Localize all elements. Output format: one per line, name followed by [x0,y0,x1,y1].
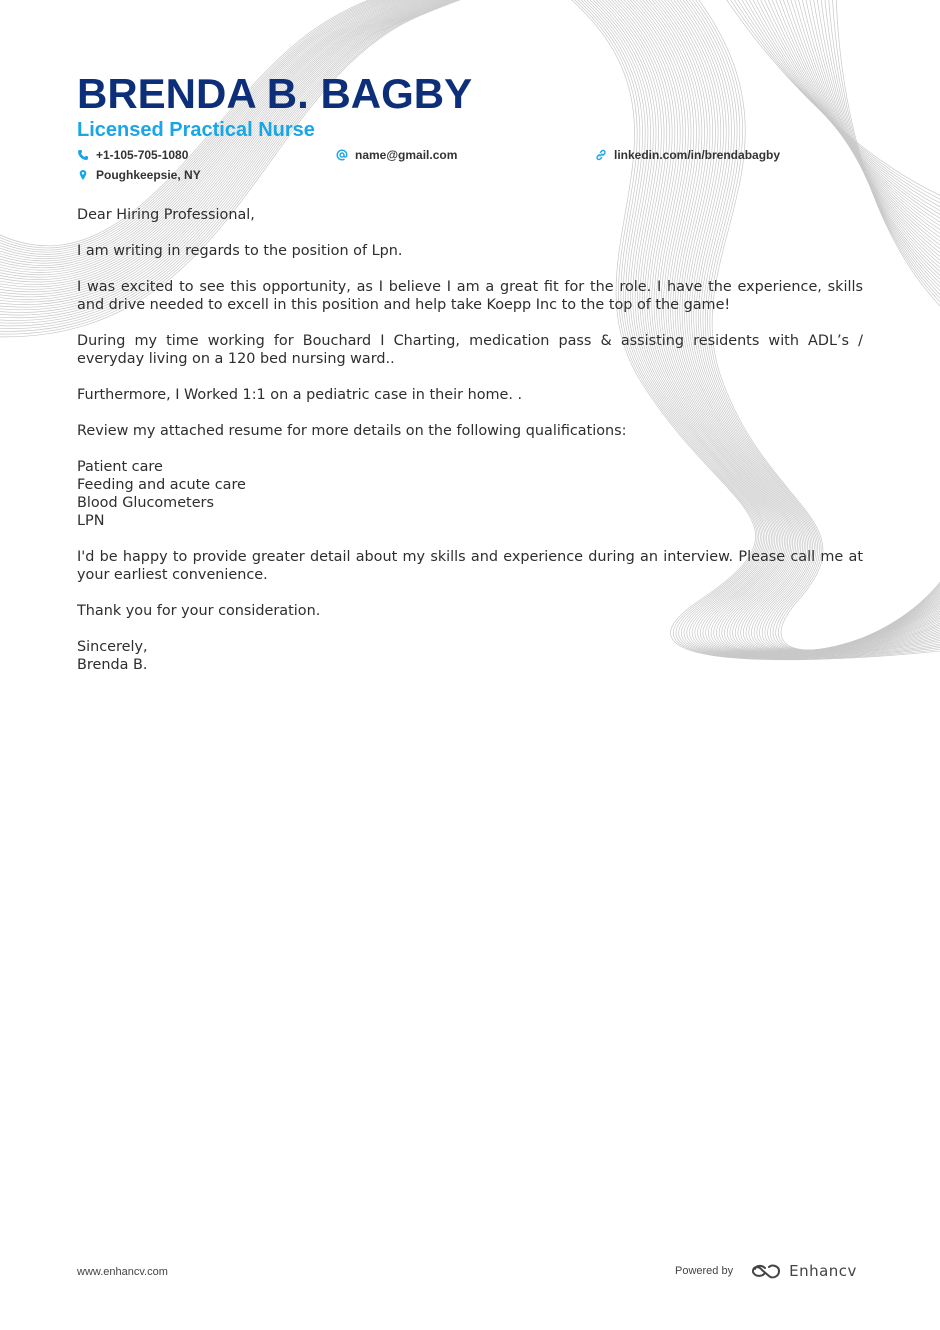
greeting: Dear Hiring Professional, [77,207,255,223]
list-item: Patient care [77,459,163,475]
enhancv-logo-icon [751,1262,783,1280]
closing: Sincerely, [77,639,148,655]
signature-block [77,638,863,674]
paragraph-position: I am writing in regards to the position of Lpn. [77,243,403,259]
paragraph-pediatric: Furthermore, I Worked 1:1 on a pediatric case in their home. . [77,387,523,403]
phone-number: +1-105-705-1080 [96,148,189,162]
phone-contact[interactable] [77,148,188,162]
wave-line [720,0,940,200]
qualifications-list [77,458,863,530]
signature-name: Brenda B. [77,657,148,673]
at-icon [336,149,349,162]
paragraph-interview: I'd be happy to provide greater detail about my skills and experience during an interview. Please call me at your earliest convenience. [77,549,863,583]
list-item: LPN [77,513,105,529]
linkedin-contact[interactable] [595,148,780,162]
location-pin-icon [77,169,90,182]
paragraph-qualifications-intro: Review my attached resume for more details on the following qualifications: [77,423,627,439]
paragraph-excitement: I was excited to see this opportunity, as I believe I am a great fit for the role. I have the experience, skills and drive needed to excell in this position and help take Koepp Inc to the top of the game! [77,279,863,313]
letter-body [77,206,863,674]
candidate-name: BRENDA B. BAGBY [77,70,473,117]
wave-line [736,0,940,216]
phone-icon [77,149,90,162]
wave-line [740,0,940,220]
job-title: Licensed Practical Nurse [77,119,315,141]
footer-powered-by[interactable] [675,1262,857,1280]
link-icon [595,149,608,162]
footer-website-link[interactable]: www.enhancv.com [77,1266,168,1278]
wave-line [748,0,940,228]
powered-by-label: Powered by [675,1265,734,1277]
email-address: name@gmail.com [355,148,458,162]
brand-name: Enhancv [789,1262,857,1280]
enhancv-brand [751,1262,857,1280]
email-contact[interactable] [336,148,457,162]
paragraph-thanks: Thank you for your consideration. [77,603,321,619]
wave-line [732,0,940,212]
paragraph-experience: During my time working for Bouchard I Charting, medication pass & assisting residents with ADL’s / everyday living on a 120 bed nursing ward.. [77,333,863,367]
linkedin-url: linkedin.com/in/brendabagby [614,148,781,162]
list-item: Feeding and acute care [77,477,246,493]
wave-line [728,0,940,208]
list-item: Blood Glucometers [77,495,214,511]
location-text: Poughkeepsie, NY [96,168,201,182]
wave-line [752,0,940,232]
wave-line [724,0,940,204]
wave-line [744,0,940,224]
wave-line [756,0,940,236]
location-contact [77,168,201,182]
wave-line [760,0,940,240]
